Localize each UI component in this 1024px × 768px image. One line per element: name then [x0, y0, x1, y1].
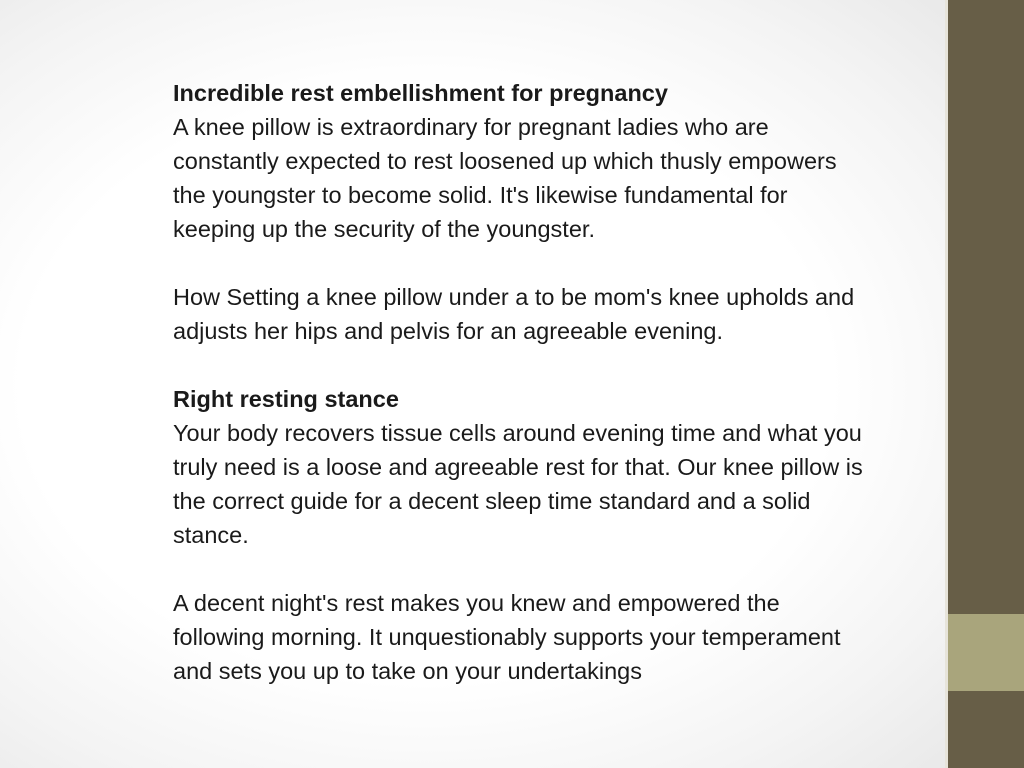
section-paragraph-nights-rest: A decent night's rest makes you knew and empowered the following morning. It unquestionably supports your temperament and sets you up to take on your undertakings [173, 590, 841, 684]
slide-text-body [173, 76, 873, 688]
sidebar-accent-block [948, 614, 1024, 691]
paragraph-spacer [173, 246, 873, 280]
section-heading-stance: Right resting stance [173, 386, 399, 412]
section-paragraph-stance: Your body recovers tissue cells around evening time and what you truly need is a loose and agreeable rest for that. Our knee pillow is the correct guide for a decent sleep time standard and a solid stance. [173, 420, 863, 548]
paragraph-spacer [173, 552, 873, 586]
paragraph-spacer [173, 348, 873, 382]
section-paragraph-knee-support: How Setting a knee pillow under a to be mom's knee upholds and adjusts her hips and pelvis for an agreeable evening. [173, 284, 855, 344]
section-paragraph-pregnancy: A knee pillow is extraordinary for pregnant ladies who are constantly expected to rest loosened up which thusly empowers the youngster to become solid. It's likewise fundamental for keeping up the security of the youngster. [173, 114, 837, 242]
decorative-sidebar [948, 0, 1024, 768]
section-heading-pregnancy: Incredible rest embellishment for pregnancy [173, 80, 668, 106]
